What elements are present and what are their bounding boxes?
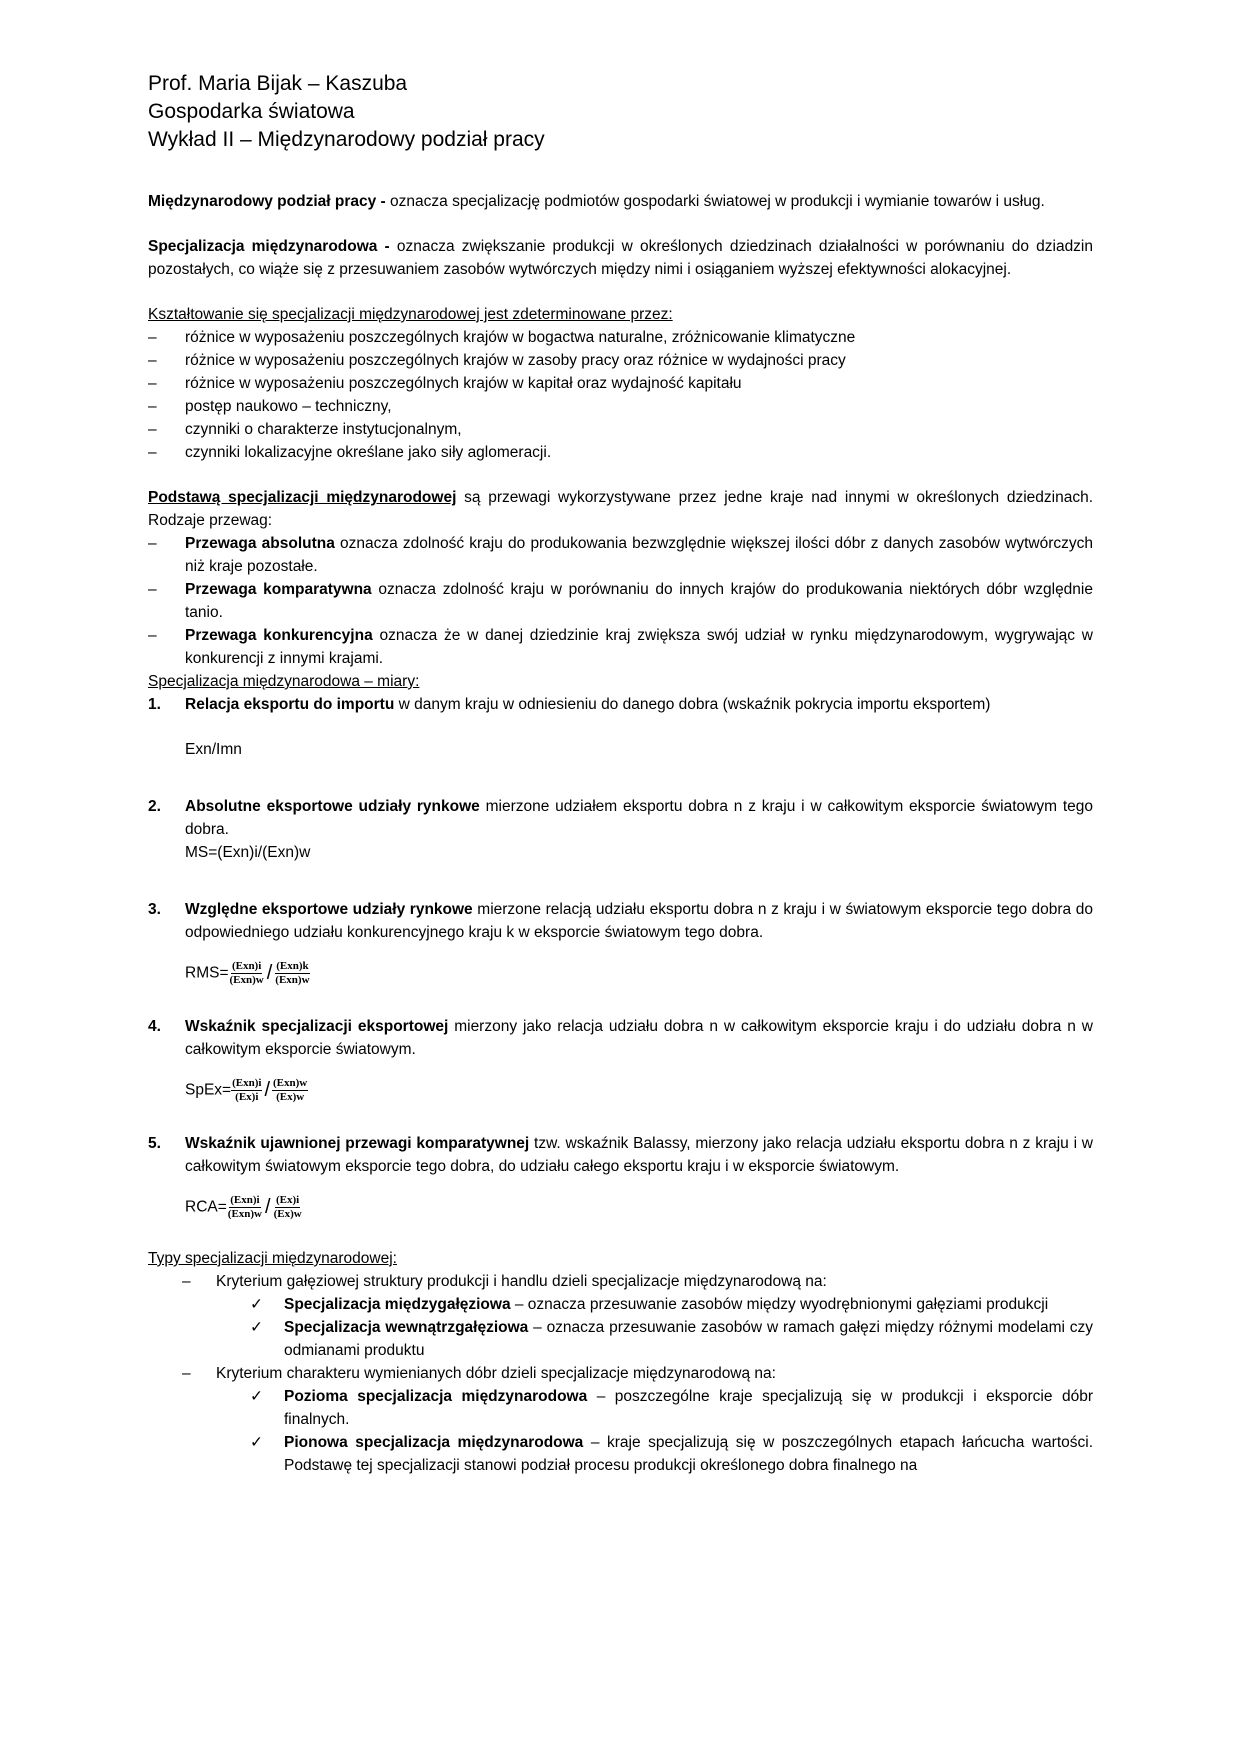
document-header bbox=[148, 70, 1093, 154]
subtype-list bbox=[216, 1293, 1093, 1362]
formula: MS=(Exn)i/(Exn)w bbox=[185, 844, 311, 861]
list-item: – postęp naukowo – techniczny, bbox=[148, 395, 1093, 418]
dash-marker: – bbox=[148, 444, 157, 461]
fraction: $\frac{\text{(Exn)i}}{\text{(Exn)w}}$ bbox=[229, 960, 264, 986]
dash-marker: – bbox=[182, 1273, 191, 1290]
types-list bbox=[148, 1270, 1093, 1477]
list-item: – Przewaga absolutna oznacza zdolność kraju do produkowania bezwzględnie większej ilości dóbr z danych zasobów wytwórczych niż kraje pozostałe. bbox=[148, 532, 1093, 578]
basis-text: są przewagi wykorzystywane przez jedne kraje nad innymi w określonych dziedzinach. Rodzaje przewag: bbox=[148, 489, 1094, 529]
determinants-title: Kształtowanie się specjalizacji międzynarodowej jest zdeterminowane przez: bbox=[148, 306, 673, 323]
definition-text: oznacza zwiększanie produkcji w określonych dziedzinach działalności w porównaniu do dziadzin pozostałych, co wiąże się z przesuwaniem zasobów wytwórczych między nimi i osiąganiem wyższej efektywności alokacyjnej. bbox=[148, 238, 1093, 278]
list-item: – różnice w wyposażeniu poszczególnych krajów w zasoby pracy oraz różnice w wydajności pracy bbox=[148, 349, 1093, 372]
list-item: – Przewaga komparatywna oznacza zdolność kraju w porównaniu do innych krajów do produkowania niektórych dóbr względnie tanio. bbox=[148, 578, 1093, 624]
dash-marker: – bbox=[148, 627, 157, 644]
list-item: – różnice w wyposażeniu poszczególnych krajów w bogactwa naturalne, zróżnicowanie klimatyczne bbox=[148, 326, 1093, 349]
checkmark-icon: ✓ bbox=[250, 1387, 263, 1405]
lecture-title: Wykład II – Międzynarodowy podział pracy bbox=[148, 128, 545, 151]
dash-marker: – bbox=[148, 375, 157, 392]
item-number: 5. bbox=[148, 1135, 161, 1152]
measure-item: 5. Wskaźnik ujawnionej przewagi komparatywnej tzw. wskaźnik Balassy, mierzony jako relacja udziału eksportu dobra n z kraju i w całkowitym światowym eksporcie tego dobra, do udziału całego eksportu kraju i w eksporcie światowym. RCA= $\frac{\text{(Exn)i}}{\text{(Exn)w}}$ / $\frac{(Ex)i}{(Ex)w}$ bbox=[148, 1132, 1093, 1247]
definition-term: Specjalizacja międzynarodowa - bbox=[148, 238, 390, 255]
list-item: – czynniki lokalizacyjne określane jako siły aglomeracji. bbox=[148, 441, 1093, 464]
list-item: – różnice w wyposażeniu poszczególnych krajów w kapitał oraz wydajność kapitału bbox=[148, 372, 1093, 395]
dash-marker: – bbox=[148, 535, 157, 552]
item-number: 1. bbox=[148, 696, 161, 713]
list-item: – czynniki o charakterze instytucjonalnym, bbox=[148, 418, 1093, 441]
formula: Exn/Imn bbox=[185, 741, 242, 758]
fraction: $\frac{\text{(Exn)w}}{(Ex)w}$ bbox=[273, 1077, 308, 1103]
types-title: Typy specjalizacji międzynarodowej: bbox=[148, 1250, 397, 1267]
fraction: $\frac{\text{(Exn)i}}{(Ex)i}$ bbox=[232, 1077, 262, 1103]
measure-item: 4. Wskaźnik specjalizacji eksportowej mierzony jako relacja udziału dobra n w całkowitym eksporcie kraju i do udziału dobra n w całkowitym eksporcie światowym. SpEx= $\frac{\text{(Exn)i}}{(Ex)i}$ / $\frac{\text{(Exn)w}}{(Ex)w}$ bbox=[148, 1015, 1093, 1132]
list-item: – Przewaga konkurencyjna oznacza że w danej dziedzinie kraj zwiększa swój udział w rynku międzynarodowym, wygrywając w konkurencji z innymi krajami. bbox=[148, 624, 1093, 670]
criterion-item: – Kryterium charakteru wymienianych dóbr dzieli specjalizacje międzynarodową na: ✓ Pozioma specjalizacja międzynarodowa – poszczególne kraje specjalizują się w produkcji i eksporcie dóbr finalnych. ✓ Pionowa specjalizacja międzynarodowa – kraje specjalizują się w poszczególnych etapach łańcucha wartości. Podstawę tej specjalizacji stanowi podział procesu produkcji określonego dobra finalnego na bbox=[182, 1362, 1093, 1477]
checkmark-icon: ✓ bbox=[250, 1318, 263, 1336]
advantages-list bbox=[148, 532, 1093, 670]
subtype-item: ✓ Pozioma specjalizacja międzynarodowa – poszczególne kraje specjalizują się w produkcji i eksporcie dóbr finalnych. bbox=[250, 1387, 1093, 1428]
definition-division-of-labour bbox=[148, 190, 1093, 213]
fraction: $\frac{\text{(Exn)k}}{\text{(Exn)w}}$ bbox=[275, 960, 310, 986]
basis-term: Podstawą specjalizacji międzynarodowej bbox=[148, 489, 457, 506]
fraction: $\frac{\text{(Exn)i}}{\text{(Exn)w}}$ bbox=[227, 1194, 263, 1220]
definition-specialization bbox=[148, 235, 1093, 281]
subtype-list bbox=[216, 1385, 1093, 1477]
dash-marker: – bbox=[182, 1365, 191, 1382]
basis-paragraph bbox=[148, 486, 1093, 532]
criterion-item: – Kryterium gałęziowej struktury produkcji i handlu dzieli specjalizacje międzynarodową na: ✓ Specjalizacja międzygałęziowa – oznacza przesuwanie zasobów między wyodrębnionymi gałęziami produkcji ✓ Specjalizacja wewnątrzgałęziowa – oznacza przesuwanie zasobów w ramach gałęzi między różnymi modelami czy odmianami produktu bbox=[182, 1270, 1093, 1362]
measures-title: Specjalizacja międzynarodowa – miary: bbox=[148, 673, 420, 690]
dash-marker: – bbox=[148, 421, 157, 438]
measures-list bbox=[148, 693, 1093, 1247]
subtype-item: ✓ Specjalizacja międzygałęziowa – oznacza przesuwanie zasobów między wyodrębnionymi gałęziami produkcji bbox=[250, 1293, 1093, 1316]
fraction: $\frac{(Ex)i}{(Ex)w}$ bbox=[273, 1194, 302, 1220]
definition-term: Międzynarodowy podział pracy - bbox=[148, 193, 386, 210]
dash-marker: – bbox=[148, 352, 157, 369]
formula: RMS= $\frac{\text{(Exn)i}}{\text{(Exn)w}}$ / $\frac{\text{(Exn)k}}{\text{(Exn)w}}$ bbox=[185, 960, 310, 986]
formula: SpEx= $\frac{\text{(Exn)i}}{(Ex)i}$ / $\frac{\text{(Exn)w}}{(Ex)w}$ bbox=[185, 1077, 308, 1103]
checkmark-icon: ✓ bbox=[250, 1295, 263, 1313]
item-number: 3. bbox=[148, 901, 161, 918]
author-line: Prof. Maria Bijak – Kaszuba bbox=[148, 72, 408, 95]
course-line: Gospodarka światowa bbox=[148, 100, 355, 123]
dash-marker: – bbox=[148, 329, 157, 346]
measure-item: 3. Względne eksportowe udziały rynkowe mierzone relacją udziału eksportu dobra n z kraju i w światowym eksporcie tego dobra do odpowiedniego udziału konkurencyjnego kraju k w eksporcie światowym tego dobra. RMS= $\frac{\text{(Exn)i}}{\text{(Exn)w}}$ / $\frac{\text{(Exn)k}}{\text{(Exn)w}}$ bbox=[148, 898, 1093, 1015]
measure-item: 1. Relacja eksportu do importu w danym kraju w odniesieniu do danego dobra (wskaźnik pokrycia importu eksportem) Exn/Imn bbox=[148, 693, 1093, 795]
determinants-list bbox=[148, 326, 1093, 464]
document-page bbox=[148, 70, 1093, 1477]
dash-marker: – bbox=[148, 398, 157, 415]
checkmark-icon: ✓ bbox=[250, 1433, 263, 1451]
item-number: 2. bbox=[148, 798, 161, 815]
formula: RCA= $\frac{\text{(Exn)i}}{\text{(Exn)w}}$ / $\frac{(Ex)i}{(Ex)w}$ bbox=[185, 1194, 302, 1220]
item-number: 4. bbox=[148, 1018, 161, 1035]
definition-text: oznacza specjalizację podmiotów gospodarki światowej w produkcji i wymianie towarów i usług. bbox=[385, 193, 1045, 210]
subtype-item: ✓ Pionowa specjalizacja międzynarodowa – kraje specjalizują się w poszczególnych etapach łańcucha wartości. Podstawę tej specjalizacji stanowi podział procesu produkcji określonego dobra finalnego na bbox=[250, 1433, 1094, 1474]
dash-marker: – bbox=[148, 581, 157, 598]
measure-item: 2. Absolutne eksportowe udziały rynkowe mierzone udziałem eksportu dobra n z kraju i w całkowitym eksporcie światowym tego dobra. MS=(Exn)i/(Exn)w bbox=[148, 795, 1093, 898]
subtype-item: ✓ Specjalizacja wewnątrzgałęziowa – oznacza przesuwanie zasobów w ramach gałęzi między różnymi modelami czy odmianami produktu bbox=[250, 1318, 1094, 1359]
